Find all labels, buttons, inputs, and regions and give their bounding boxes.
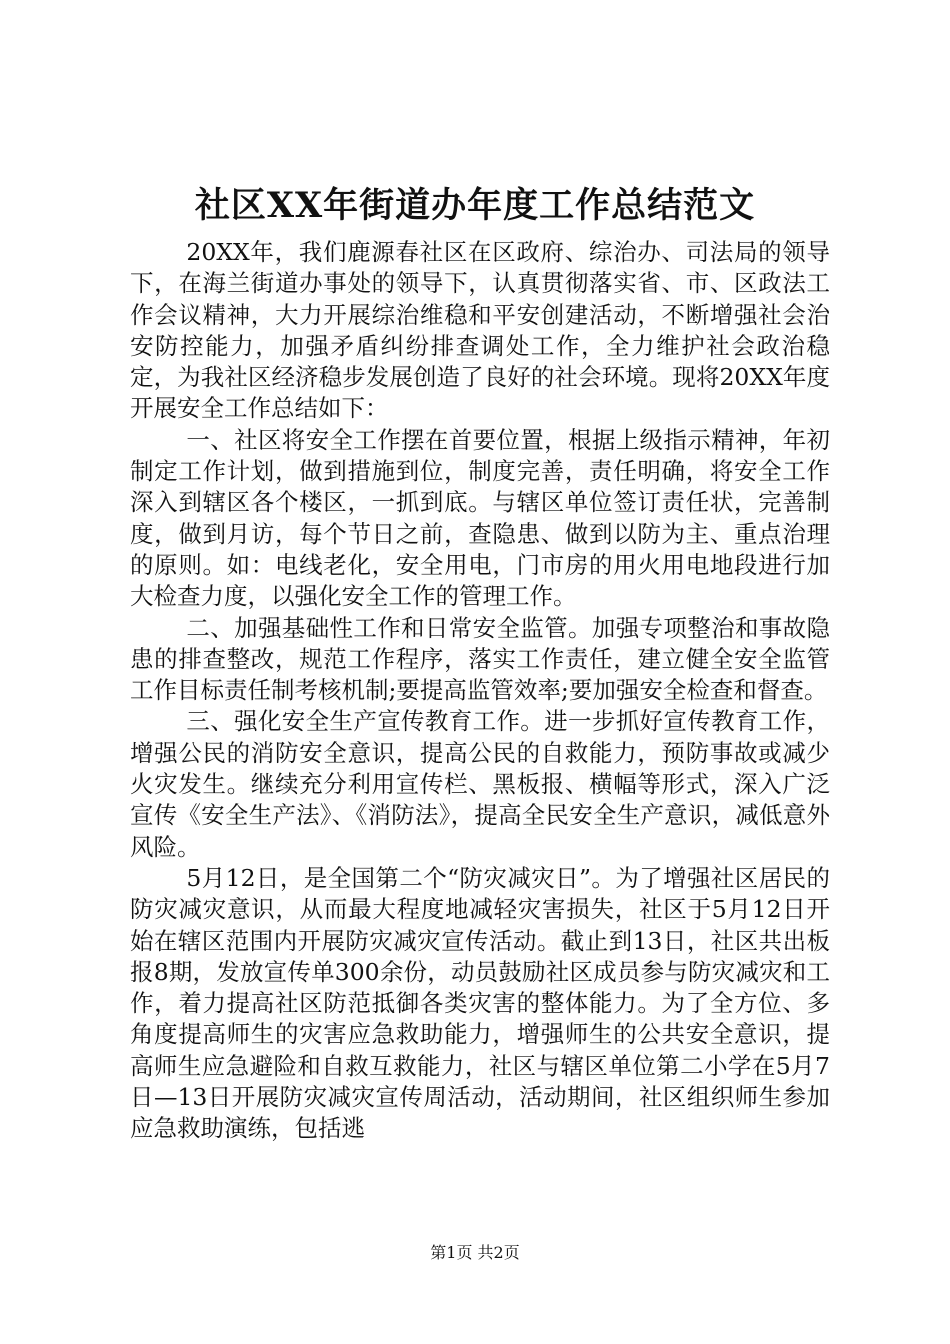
document-title: 社区XX年街道办年度工作总结范文 xyxy=(194,185,756,226)
paragraph-section-3: 三、强化安全生产宣传教育工作。进一步抓好宣传教育工作，增强公民的消防安全意识，提高公民的自救能力，预防事故或减少火灾发生。继续充分利用宣传栏、黑板报、横幅等形式，深入广泛宣传《安全生产法》、《消防法》，提高全民安全生产意识，减低意外风险。 xyxy=(130,707,830,861)
paragraph-section-2: 二、加强基础性工作和日常安全监管。加强专项整治和事故隐患的排查整改，规范工作程序，落实工作责任，建立健全安全监管工作目标责任制考核机制;要提高监管效率;要加强安全检查和督查。 xyxy=(130,613,830,705)
page-footer: 第1页 共2页 xyxy=(430,1243,520,1262)
paragraph-disaster-day: 5月12日，是全国第二个“防灾减灾日”。为了增强社区居民的防灾减灾意识，从而最大程度地减轻灾害损失，社区于5月12日开始在辖区范围内开展防灾减灾宣传活动。截止到13日，社区共出板报8期，发放宣传单300余份，动员鼓励社区成员参与防灾减灾和工作，着力提高社区防范抵御各类灾害的整体能力。为了全方位、多角度提高师生的灾害应急救助能力，增强师生的公共安全意识，提高师生应急避险和自救互救能力，社区与辖区单位第二小学在5月7日—13日开展防灾减灾宣传周活动，活动期间，社区组织师生参加应急救助演练，包括逃 xyxy=(130,863,830,1143)
paragraph-intro: 20XX年，我们鹿源春社区在区政府、综治办、司法局的领导下，在海兰街道办事处的领导下，认真贯彻落实省、市、区政法工作会议精神，大力开展综治维稳和平安创建活动，不断增强社会治安防控能力，加强矛盾纠纷排查调处工作，全力维护社会政治稳定，为我社区经济稳步发展创造了良好的社会环境。现将20XX年度开展安全工作总结如下： xyxy=(130,238,830,423)
document-body xyxy=(130,237,830,1145)
paragraph-section-1: 一、社区将安全工作摆在首要位置，根据上级指示精神，年初制定工作计划，做到措施到位，制度完善，责任明确，将安全工作深入到辖区各个楼区，一抓到底。与辖区单位签订责任状，完善制度，做到月访，每个节日之前，查隐患、做到以防为主、重点治理的原则。如：电线老化，安全用电，门市房的用火用电地段进行加大检查力度，以强化安全工作的管理工作。 xyxy=(130,425,830,611)
